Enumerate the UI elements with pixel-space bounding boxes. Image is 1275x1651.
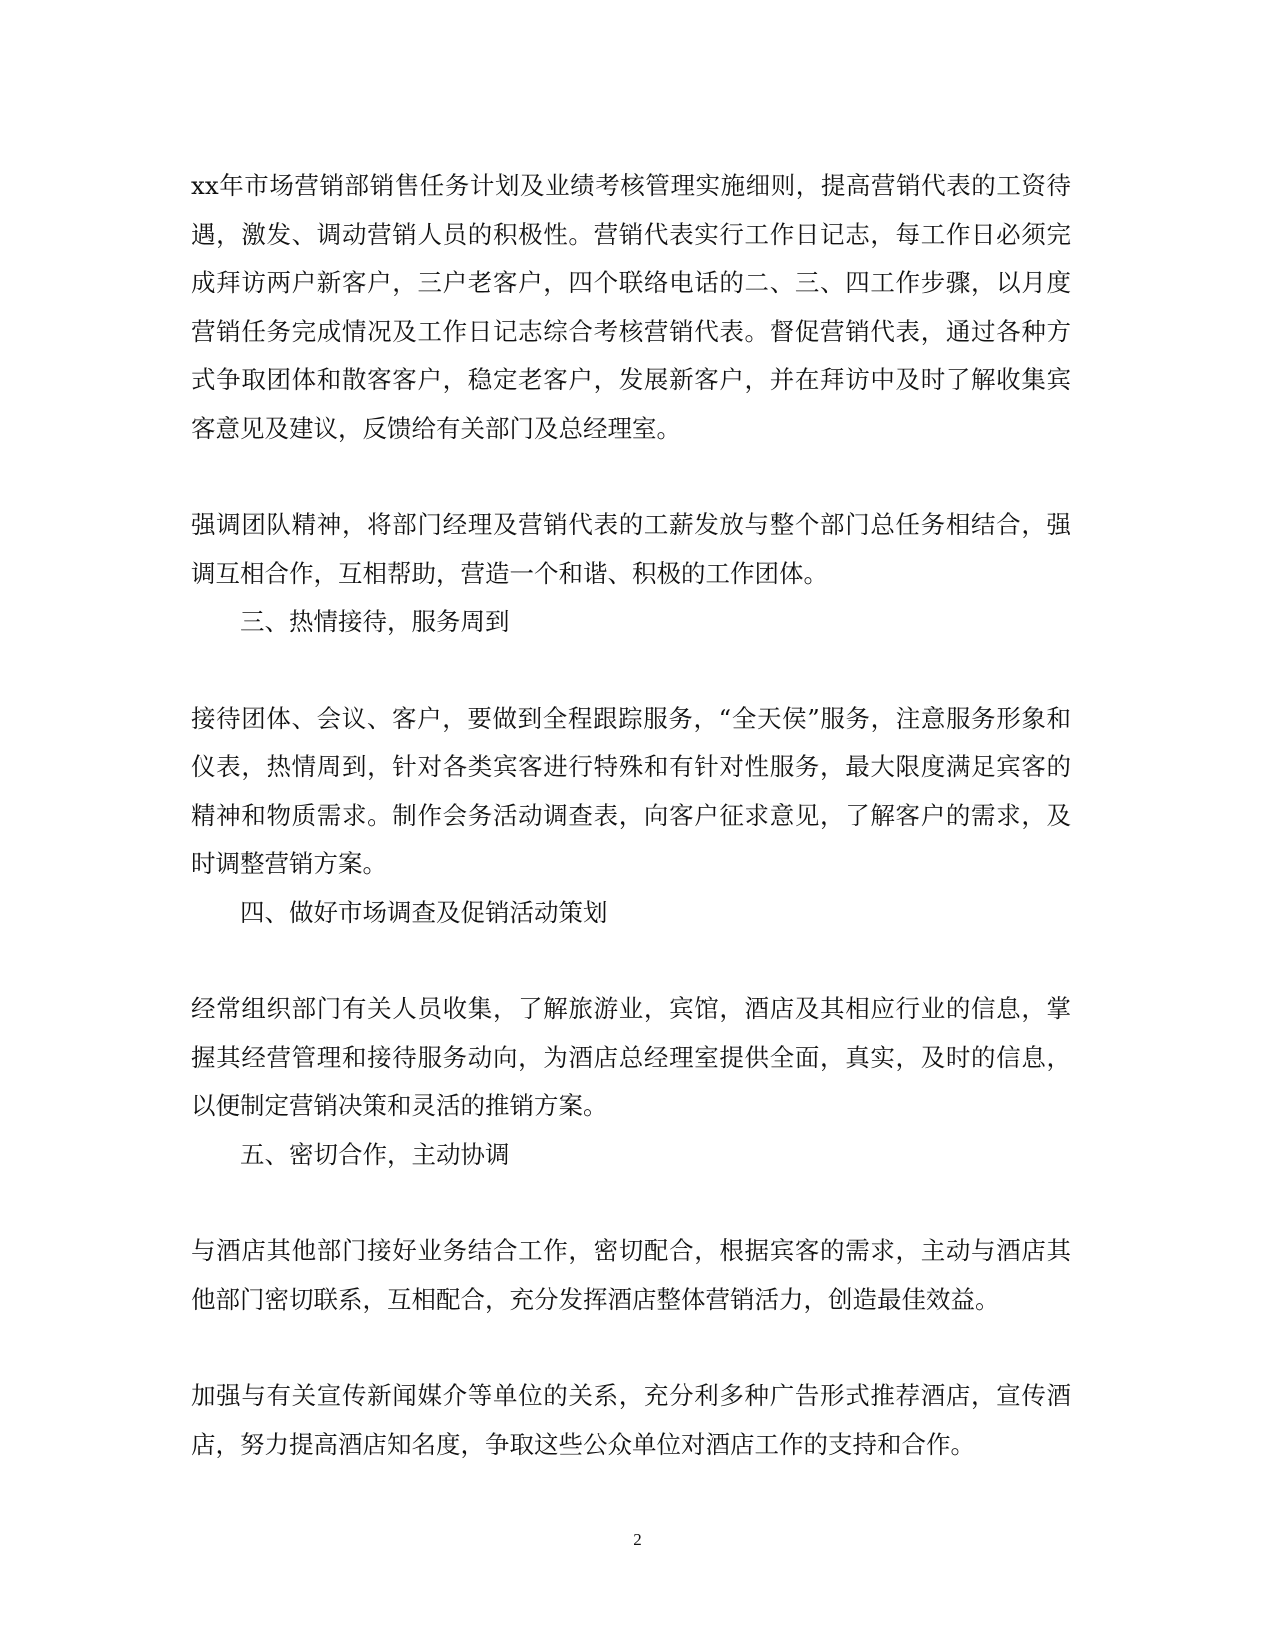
paragraph-spacer bbox=[191, 647, 1071, 695]
paragraph-spacer bbox=[191, 1179, 1071, 1227]
page-number: 2 bbox=[633, 1530, 642, 1549]
paragraph-media-relations: 加强与有关宣传新闻媒介等单位的关系，充分利多种广告形式推荐酒店，宣传酒店，努力提高酒店知名度，争取这些公众单位对酒店工作的支持和合作。 bbox=[191, 1381, 1071, 1459]
section-heading-5: 五、密切合作，主动协调 bbox=[240, 1139, 510, 1169]
paragraph-cooperation: 与酒店其他部门接好业务结合工作，密切配合，根据宾客的需求，主动与酒店其他部门密切联系，互相配合，充分发挥酒店整体营销活力，创造最佳效益。 bbox=[191, 1236, 1071, 1314]
paragraph-market-research: 经常组织部门有关人员收集，了解旅游业，宾馆，酒店及其相应行业的信息，掌握其经营管理和接待服务动向，为酒店总经理室提供全面，真实，及时的信息，以便制定营销决策和灵活的推销方案。 bbox=[191, 994, 1071, 1120]
section-heading-3: 三、热情接待，服务周到 bbox=[240, 607, 510, 636]
paragraph-spacer bbox=[191, 937, 1071, 985]
paragraph-reception: 接待团体、会议、客户，要做到全程跟踪服务，“全天侯”服务，注意服务形象和仪表，热情周到，针对各类宾客进行特殊和有针对性服务，最大限度满足宾客的精神和物质需求。制作会务活动调查表，向客户征求意见，了解客户的需求，及时调整营销方案。 bbox=[191, 703, 1071, 878]
paragraph-spacer bbox=[191, 453, 1071, 501]
paragraph-sales-plan: xx年市场营销部销售任务计划及业绩考核管理实施细则，提高营销代表的工资待遇，激发、调动营销人员的积极性。营销代表实行工作日记志，每工作日必须完成拜访两户新客户，三户老客户，四个联络电话的二、三、四工作步骤，以月度营销任务完成情况及工作日记志综合考核营销代表。督促营销代表，通过各种方式争取团体和散客客户，稳定老客户，发展新客户，并在拜访中及时了解收集宾客意见及建议，反馈给有关部门及总经理室。 bbox=[191, 171, 1071, 443]
section-heading-4: 四、做好市场调查及促销活动策划 bbox=[240, 897, 608, 927]
document-body bbox=[191, 162, 1071, 1469]
paragraph-spacer bbox=[191, 1324, 1071, 1372]
paragraph-team-spirit: 强调团队精神，将部门经理及营销代表的工薪发放与整个部门总任务相结合，强调互相合作，互相帮助，营造一个和谐、积极的工作团体。 bbox=[191, 510, 1071, 588]
